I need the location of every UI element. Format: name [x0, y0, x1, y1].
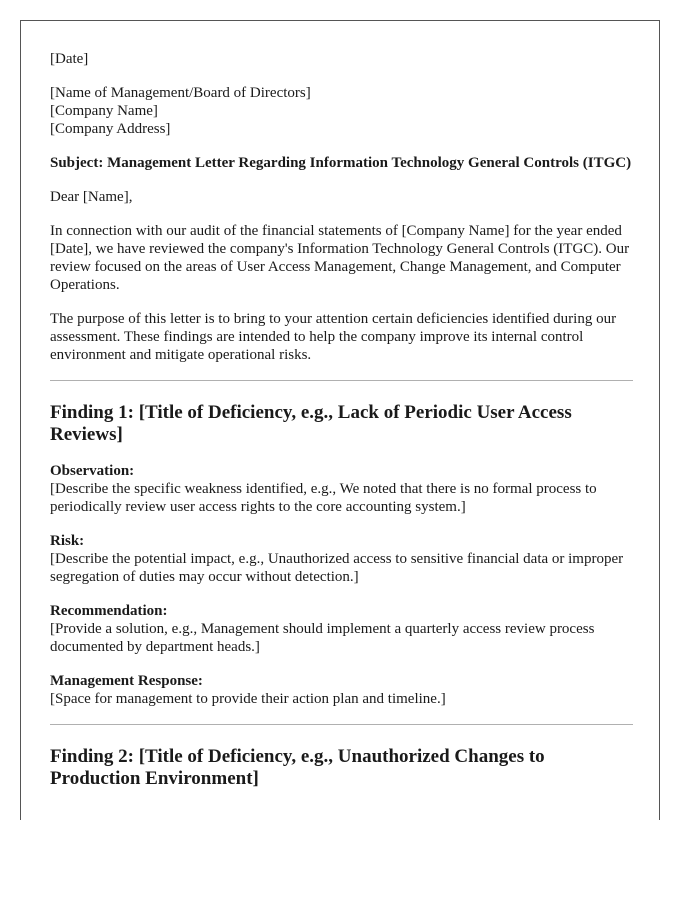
management-response-label: Management Response: [50, 673, 203, 689]
finding-1-management-response [50, 672, 633, 708]
intro-paragraph: In connection with our audit of the financial statements of [Company Name] for the year ended [Date], we have reviewed the company's Information Technology General Controls (ITGC). Our review focused on the areas of User Access Management, Change Management, and Computer Operations. [50, 223, 630, 293]
observation-text: [Describe the specific weakness identified, e.g., We noted that there is no formal process to periodically review user access rights to the core accounting system.] [50, 481, 597, 515]
observation-label: Observation: [50, 463, 135, 479]
finding-2-title: Finding 2: [Title of Deficiency, e.g., Unauthorized Changes to Production Environment] [50, 746, 545, 789]
letter-page [20, 20, 660, 820]
finding-1-recommendation [50, 602, 633, 656]
section-divider [50, 724, 633, 725]
finding-1-risk [50, 532, 633, 586]
risk-label: Risk: [50, 533, 85, 549]
recipient-address: [Company Address] [50, 121, 171, 137]
letter-body [50, 50, 633, 790]
recipient-company: [Company Name] [50, 103, 158, 119]
salutation: Dear [Name], [50, 189, 133, 205]
section-divider [50, 380, 633, 381]
recipient-name: [Name of Management/Board of Directors] [50, 85, 311, 101]
risk-text: [Describe the potential impact, e.g., Unauthorized access to sensitive financial data or improper segregation of duties may occur without detection.] [50, 551, 624, 585]
recommendation-text: [Provide a solution, e.g., Management should implement a quarterly access review process documented by department heads.] [50, 621, 595, 655]
purpose-paragraph: The purpose of this letter is to bring to your attention certain deficiencies identified during our assessment. These findings are intended to help the company improve its internal control environment and mitigate operational risks. [50, 311, 617, 363]
finding-1-title: Finding 1: [Title of Deficiency, e.g., Lack of Periodic User Access Reviews] [50, 402, 572, 445]
letter-date: [Date] [50, 51, 89, 67]
recipient-block [50, 84, 633, 138]
management-response-text: [Space for management to provide their action plan and timeline.] [50, 691, 446, 707]
recommendation-label: Recommendation: [50, 603, 168, 619]
finding-1-observation [50, 462, 633, 516]
letter-subject: Subject: Management Letter Regarding Information Technology General Controls (ITGC) [50, 155, 632, 171]
